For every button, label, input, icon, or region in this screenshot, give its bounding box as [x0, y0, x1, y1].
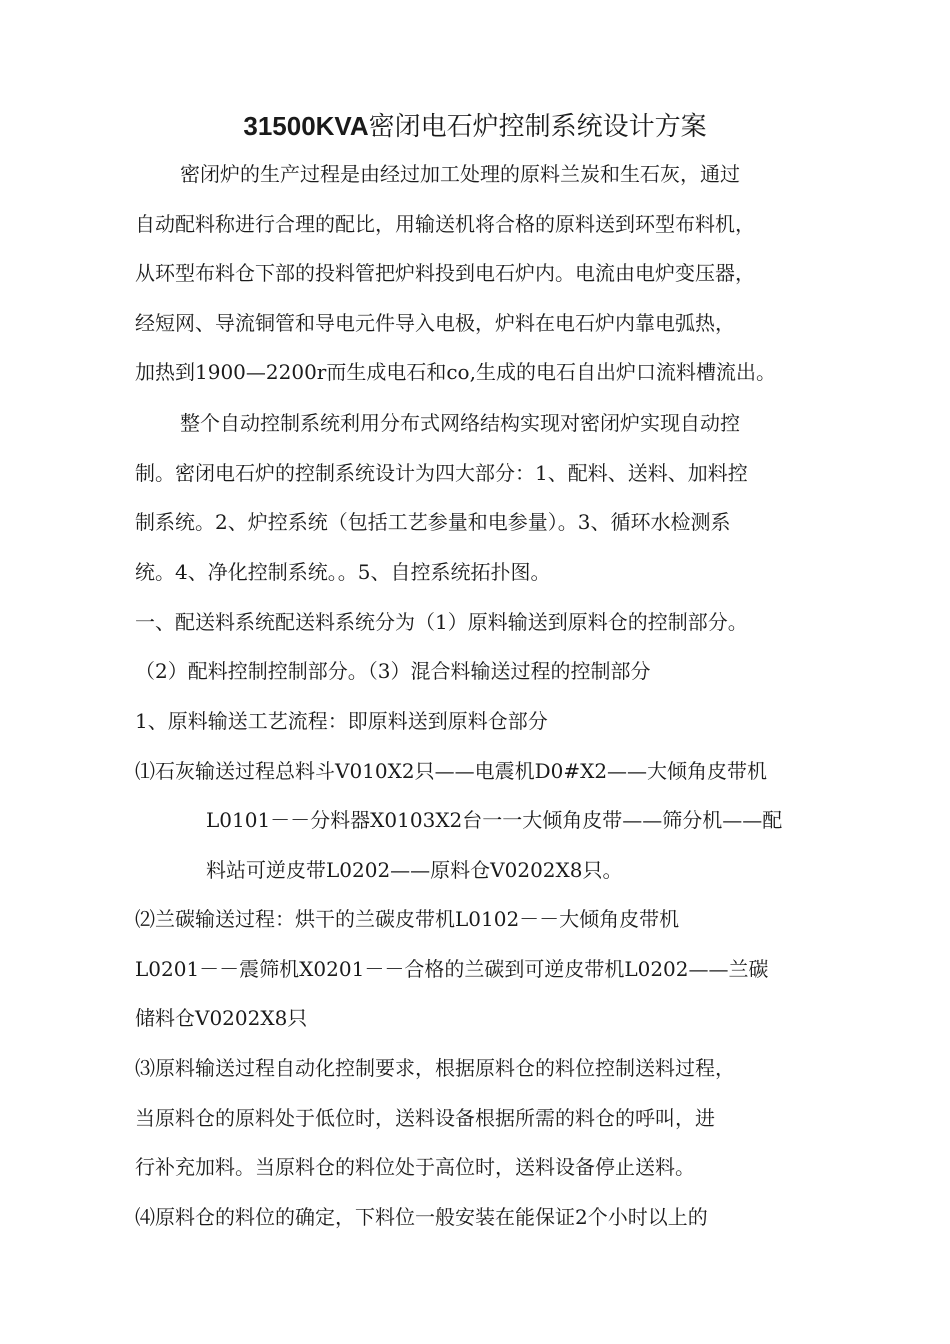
list-item-continuation: 储料仓V0202X8只: [135, 1006, 308, 1030]
list-item-line: ⑶原料输送过程自动化控制要求，根据原料仓的料位控制送料过程，: [135, 1056, 735, 1080]
list-item-line: ⑴石灰输送过程总料斗V010X2只——电震机D0#X2——大倾角皮带机: [135, 759, 768, 783]
paragraph-line: 自动配料称进行合理的配比，用输送机将合格的原料送到环型布料机，: [135, 212, 755, 236]
list-item-continuation: 行补充加料。当原料仓的料位处于高位时，送料设备停止送料。: [135, 1155, 695, 1179]
paragraph-line: 制。密闭电石炉的控制系统设计为四大部分：1、配料、送料、加料控: [135, 461, 748, 485]
list-item-continuation: 当原料仓的原料处于低位时，送料设备根据所需的料仓的呼叫，进: [135, 1106, 715, 1130]
paragraph-line: 经短网、导流铜管和导电元件导入电极，炉料在电石炉内靠电弧热，: [135, 311, 735, 335]
document-title: [0, 106, 950, 147]
list-item-continuation: 料站可逆皮带L0202——原料仓V0202X8只。: [206, 858, 623, 882]
paragraph-line: 从环型布料仓下部的投料管把炉料投到电石炉内。电流由电炉变压器，: [135, 261, 755, 285]
title-cjk: 密闭电石炉控制系统设计方案: [368, 112, 707, 142]
list-item-continuation: L0201－－震筛机X0201－－合格的兰碳到可逆皮带机L0202——兰碳: [135, 957, 769, 981]
paragraph-line: 制系统。2、炉控系统（包括工艺参量和电参量）。3、循环水检测系: [135, 510, 731, 534]
title-latin: 31500KVA: [243, 111, 369, 141]
list-item-line: ⑷原料仓的料位的确定，下料位一般安装在能保证2个小时以上的: [135, 1205, 708, 1229]
paragraph-line: 整个自动控制系统利用分布式网络结构实现对密闭炉实现自动控: [180, 411, 740, 435]
subsection-heading-line: 1、原料输送工艺流程：即原料送到原料仓部分: [135, 709, 548, 733]
paragraph-line: 统。4、净化控制系统。。5、自控系统拓扑图。: [135, 560, 551, 584]
paragraph-line: 密闭炉的生产过程是由经过加工处理的原料兰炭和生石灰，通过: [180, 162, 740, 186]
paragraph-line: 加热到1900—2200r而生成电石和co,生成的电石自出炉口流料槽流出。: [135, 360, 776, 384]
paragraph-line: （2）配料控制控制部分。（3）混合料输送过程的控制部分: [135, 659, 651, 683]
list-item-continuation: L0101－－分料器X0103X2台一一大倾角皮带——筛分机——配: [206, 808, 783, 832]
list-item-line: ⑵兰碳输送过程：烘干的兰碳皮带机L0102－－大倾角皮带机: [135, 907, 680, 931]
section-heading-line: 一、配送料系统配送料系统分为（1）原料输送到原料仓的控制部分。: [135, 610, 748, 634]
